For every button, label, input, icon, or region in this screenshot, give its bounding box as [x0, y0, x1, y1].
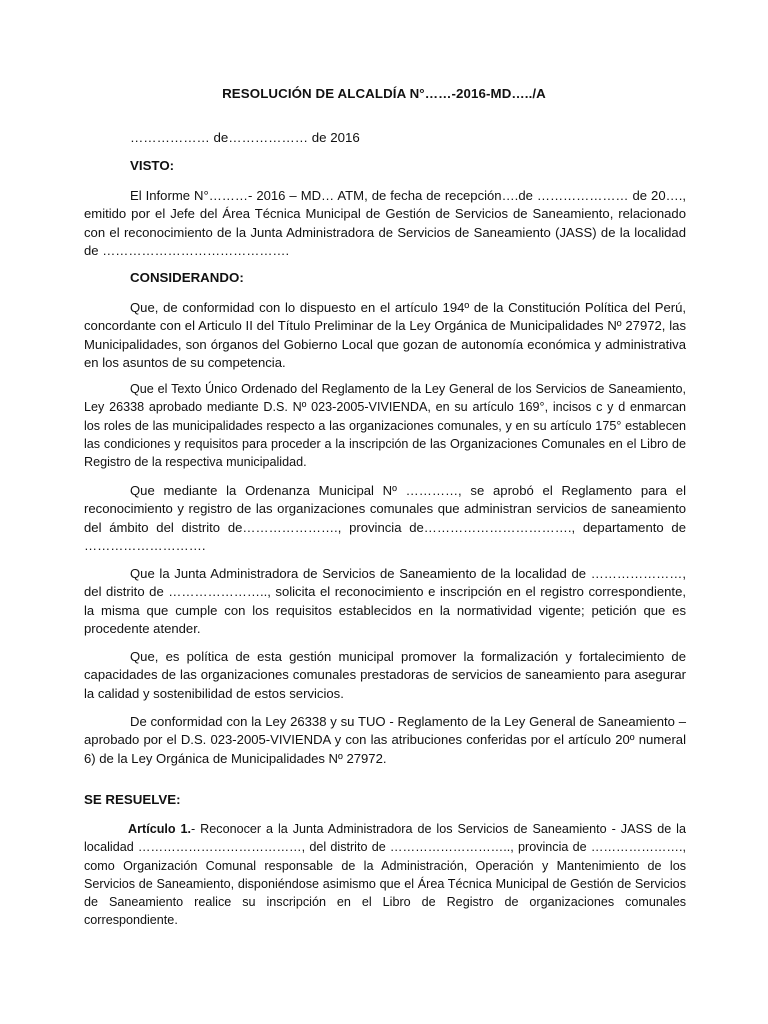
considerando-paragraph-5: Que, es política de esta gestión municipal promover la formalización y fortalecimiento de capacidades de las organizaciones comunales prestadoras de servicios de saneamiento para asegurar la calidad y sostenibilidad de estos servicios.	[84, 649, 686, 701]
considerando-paragraph-1: Que, de conformidad con lo dispuesto en el artículo 194º de la Constitución Política del Perú, concordante con el Articulo II del Título Preliminar de la Ley Orgánica de Municipalidades Nº 27972, las Municipalidades, son órganos del Gobierno Local que gozan de autonomía económica y administrativa en los asuntos de su competencia.	[84, 300, 686, 370]
articulo-1-text: - Reconocer a la Junta Administradora de los Servicios de Saneamiento - JASS de la localidad …………………………………, del distrito de ……………………….., provincia de …………………., como Organización Comunal responsable de la Administración, Operación y Mantenimiento de los Servicios de Saneamiento, disponiéndose asimismo que el Área Técnica Municipal de Gestión de Servicios de Saneamiento realice su inscripción en el Libro de Registro de organizaciones comunales correspondiente.	[84, 822, 686, 928]
date-line: ……………… de……………… de 2016	[130, 130, 360, 145]
considerando-heading: CONSIDERANDO:	[130, 270, 244, 285]
visto-paragraph: El Informe N°………- 2016 – MD… ATM, de fecha de recepción….de ………………… de 20…., emitido por el Jefe del Área Técnica Municipal de Gestión de Servicios de Saneamiento, relacionado con el reconocimiento de la Junta Administradora de Servicios de Saneamiento (JASS) de la localidad de …………………………………….	[84, 188, 686, 258]
considerando-paragraph-2: Que el Texto Único Ordenado del Reglamento de la Ley General de los Servicios de Saneamiento, Ley 26338 aprobado mediante D.S. Nº 023-2005-VIVIENDA, en su artículo 169°, incisos c y d enmarcan los roles de las municipalidades respecto a las organizaciones comunales, y en su artículo 175° establecen las condiciones y requisitos para proceder a la inscripción de las Organizaciones Comunales en el Libro de Registro de la respectiva municipalidad.	[84, 382, 686, 470]
articulo-1-paragraph	[84, 820, 686, 930]
se-resuelve-heading: SE RESUELVE:	[84, 792, 181, 807]
resolution-title: RESOLUCIÓN DE ALCALDÍA N°……-2016-MD…../A	[222, 86, 546, 101]
articulo-1-label: Artículo 1.	[128, 822, 192, 836]
visto-heading: VISTO:	[130, 158, 175, 173]
considerando-paragraph-4: Que la Junta Administradora de Servicios de Saneamiento de la localidad de …………………, del distrito de ………………….., solicita el reconocimiento e inscripción en el registro correspondiente, la misma que cumple con los requisitos establecidos en la normatividad vigente; petición que es procedente atender.	[84, 566, 686, 636]
considerando-paragraph-6: De conformidad con la Ley 26338 y su TUO - Reglamento de la Ley General de Saneamiento – aprobado por el D.S. 023-2005-VIVIENDA y con las atribuciones conferidas por el artículo 20º numeral 6) de la Ley Orgánica de Municipalidades Nº 27972.	[84, 714, 686, 766]
considerando-paragraph-3: Que mediante la Ordenanza Municipal Nº …………, se aprobó el Reglamento para el reconocimiento y registro de las organizaciones comunales que administran servicios de saneamiento del ámbito del distrito de…………………., provincia de……………………………., departamento de ……………………….	[84, 483, 686, 553]
